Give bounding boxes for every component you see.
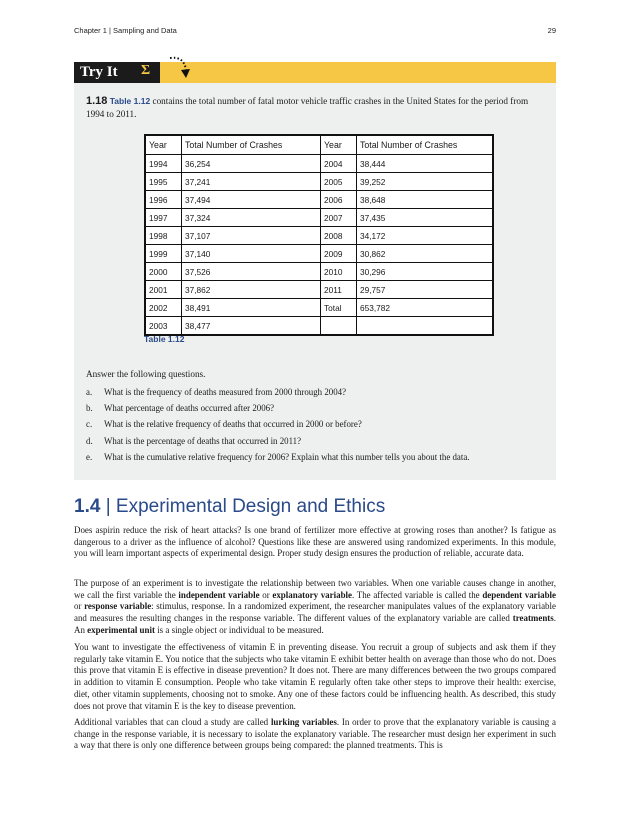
crashes-cell: 29,757 bbox=[357, 281, 494, 299]
term-experimental-unit: experimental unit bbox=[87, 624, 155, 635]
year-cell: 2007 bbox=[321, 209, 357, 227]
year-cell: 2005 bbox=[321, 173, 357, 191]
year-cell: 2003 bbox=[145, 317, 182, 336]
term-treatments: treatments bbox=[512, 613, 554, 624]
term-independent-variable: independent variable bbox=[178, 589, 260, 600]
year-cell: 1998 bbox=[145, 227, 182, 245]
table-header-row bbox=[145, 135, 493, 155]
part-text: What percentage of deaths occurred after 2006? bbox=[104, 403, 275, 414]
table-row bbox=[145, 317, 493, 336]
year-cell: 2009 bbox=[321, 245, 357, 263]
term-explanatory-variable: explanatory variable bbox=[272, 589, 352, 600]
chapter-title: Chapter 1 | Sampling and Data bbox=[74, 26, 177, 35]
text-run: or bbox=[74, 601, 85, 612]
section-heading: Experimental Design and Ethics bbox=[115, 496, 386, 517]
crashes-cell: 38,491 bbox=[182, 299, 321, 317]
paragraph-intro: Does aspirin reduce the risk of heart attacks? Is one brand of fertilizer more effective at growing roses than another? Is fatigue as dangerous to a driver as the influence of alcohol? Questions like these are answered using randomized experiments. In this module, you will learn important aspects of experimental design. Proper study design ensures the production of reliable, accurate data. bbox=[74, 525, 556, 559]
year-cell: 2004 bbox=[321, 155, 357, 173]
crashes-cell: 38,648 bbox=[357, 191, 494, 209]
crashes-cell: 37,107 bbox=[182, 227, 321, 245]
year-cell: 1999 bbox=[145, 245, 182, 263]
year-cell: 2002 bbox=[145, 299, 182, 317]
table-row bbox=[145, 173, 493, 191]
table-reference-link[interactable]: Table 1.12 bbox=[109, 96, 151, 106]
answer-intro: Answer the following questions. bbox=[86, 369, 206, 379]
year-cell: 2010 bbox=[321, 263, 357, 281]
column-header: Total Number of Crashes bbox=[182, 135, 321, 155]
question-part bbox=[86, 419, 470, 435]
year-cell: 2000 bbox=[145, 263, 182, 281]
part-text: What is the cumulative relative frequency for 2006? Explain what this number tells you about the data. bbox=[104, 451, 470, 462]
question-part bbox=[86, 403, 470, 419]
part-letter: a. bbox=[86, 387, 93, 397]
dotted-arrow-icon bbox=[168, 54, 194, 80]
text-run: or bbox=[259, 589, 273, 600]
year-cell: 2011 bbox=[321, 281, 357, 299]
exercise-question bbox=[86, 95, 544, 121]
column-header: Total Number of Crashes bbox=[357, 135, 494, 155]
crash-table bbox=[144, 134, 494, 336]
question-text: contains the total number of fatal motor vehicle traffic crashes in the United States for the period from 1994 to 2011. bbox=[86, 96, 529, 119]
table-row bbox=[145, 281, 493, 299]
year-cell: Total bbox=[321, 299, 357, 317]
text-run: . An bbox=[74, 613, 556, 635]
question-part bbox=[86, 436, 470, 452]
sigma-icon: Σ bbox=[141, 63, 151, 78]
table-row bbox=[145, 191, 493, 209]
crashes-cell bbox=[357, 317, 494, 336]
crashes-cell: 30,296 bbox=[357, 263, 494, 281]
part-text: What is the relative frequency of deaths that occurred in 2000 or before? bbox=[104, 419, 362, 430]
text-run: : stimulus, response. In a randomized experiment, the researcher manipulates values of the explanatory variable and measures the resulting changes in the response variable. The different values of the explanatory variable are called bbox=[74, 601, 556, 624]
part-text: What is the frequency of deaths measured from 2000 through 2004? bbox=[104, 387, 347, 397]
crashes-cell: 37,435 bbox=[357, 209, 494, 227]
table-caption: Table 1.12 bbox=[144, 334, 185, 344]
crashes-cell: 38,444 bbox=[357, 155, 494, 173]
crashes-cell: 37,324 bbox=[182, 209, 321, 227]
crashes-cell: 36,254 bbox=[182, 155, 321, 173]
crashes-cell: 37,494 bbox=[182, 191, 321, 209]
part-letter: d. bbox=[86, 435, 93, 446]
part-letter: e. bbox=[86, 451, 93, 462]
part-text: What is the percentage of deaths that occurred in 2011? bbox=[104, 435, 302, 446]
term-lurking-variables: lurking variables bbox=[270, 717, 337, 727]
text-run: The purpose of an experiment is to investigate the relationship between two variables. When one variable causes change in another, we call the first variable the bbox=[74, 578, 556, 600]
year-cell: 1995 bbox=[145, 173, 182, 191]
year-cell: 1996 bbox=[145, 191, 182, 209]
crashes-cell: 37,862 bbox=[182, 281, 321, 299]
year-cell: 2001 bbox=[145, 281, 182, 299]
crashes-cell: 30,862 bbox=[357, 245, 494, 263]
term-dependent-variable: dependent variable bbox=[482, 589, 556, 600]
crashes-cell: 39,252 bbox=[357, 173, 494, 191]
table-row bbox=[145, 263, 493, 281]
part-letter: c. bbox=[86, 419, 93, 430]
text-run: . The affected variable is called the bbox=[352, 589, 483, 600]
try-it-box bbox=[74, 83, 556, 480]
crashes-cell: 37,526 bbox=[182, 263, 321, 281]
question-part bbox=[86, 387, 470, 403]
page-number: 29 bbox=[547, 26, 556, 35]
year-cell: 1997 bbox=[145, 209, 182, 227]
paragraph-purpose bbox=[74, 578, 556, 637]
year-cell: 2008 bbox=[321, 227, 357, 245]
text-run: is a single object or individual to be measured. bbox=[154, 624, 324, 635]
crashes-cell: 37,140 bbox=[182, 245, 321, 263]
paragraph-vitamin-e: You want to investigate the effectiveness of vitamin E in preventing disease. You recruit a group of subjects and ask them if they regularly take vitamin E. You notice that the subjects who take vitamin E exhibit better health on average than those who do not. Does this prove that vitamin E is effective in disease prevention? It does not. There are many differences between the two groups compared in addition to vitamin E consumption. People who take vitamin E regularly often take other steps to improve their health: exercise, diet, other vitamin supplements, choosing not to smoke. Any one of these factors could be influencing health. As described, this study does not prove that vitamin E is the key to disease prevention. bbox=[74, 642, 556, 711]
section-title bbox=[74, 496, 385, 518]
page-header bbox=[74, 26, 556, 35]
crashes-cell: 653,782 bbox=[357, 299, 494, 317]
section-separator: | bbox=[100, 496, 116, 517]
question-part bbox=[86, 452, 470, 468]
try-it-label: Try It bbox=[74, 62, 160, 83]
crashes-cell: 38,477 bbox=[182, 317, 321, 336]
term-response-variable: response variable bbox=[84, 601, 152, 612]
table-row bbox=[145, 227, 493, 245]
crashes-cell: 37,241 bbox=[182, 173, 321, 191]
question-parts bbox=[86, 387, 470, 468]
part-letter: b. bbox=[86, 403, 93, 414]
table-row bbox=[145, 299, 493, 317]
table-row bbox=[145, 155, 493, 173]
paragraph-lurking bbox=[74, 717, 556, 752]
table-row bbox=[145, 209, 493, 227]
year-cell: 2006 bbox=[321, 191, 357, 209]
section-number: 1.4 bbox=[74, 496, 101, 517]
column-header: Year bbox=[145, 135, 182, 155]
text-run: . In order to prove that the explanatory variable is causing a change in the response variable, it is necessary to isolate the explanatory variable. The researcher must design her experiment in such a way that there is only one difference between groups being compared: the planned treatments. This is bbox=[74, 717, 556, 751]
column-header: Year bbox=[321, 135, 357, 155]
year-cell: 1994 bbox=[145, 155, 182, 173]
table-row bbox=[145, 245, 493, 263]
crashes-cell: 34,172 bbox=[357, 227, 494, 245]
exercise-number: 1.18 bbox=[86, 95, 108, 107]
year-cell bbox=[321, 317, 357, 336]
text-run: Additional variables that can cloud a study are called bbox=[74, 717, 271, 727]
try-it-banner bbox=[74, 62, 556, 83]
